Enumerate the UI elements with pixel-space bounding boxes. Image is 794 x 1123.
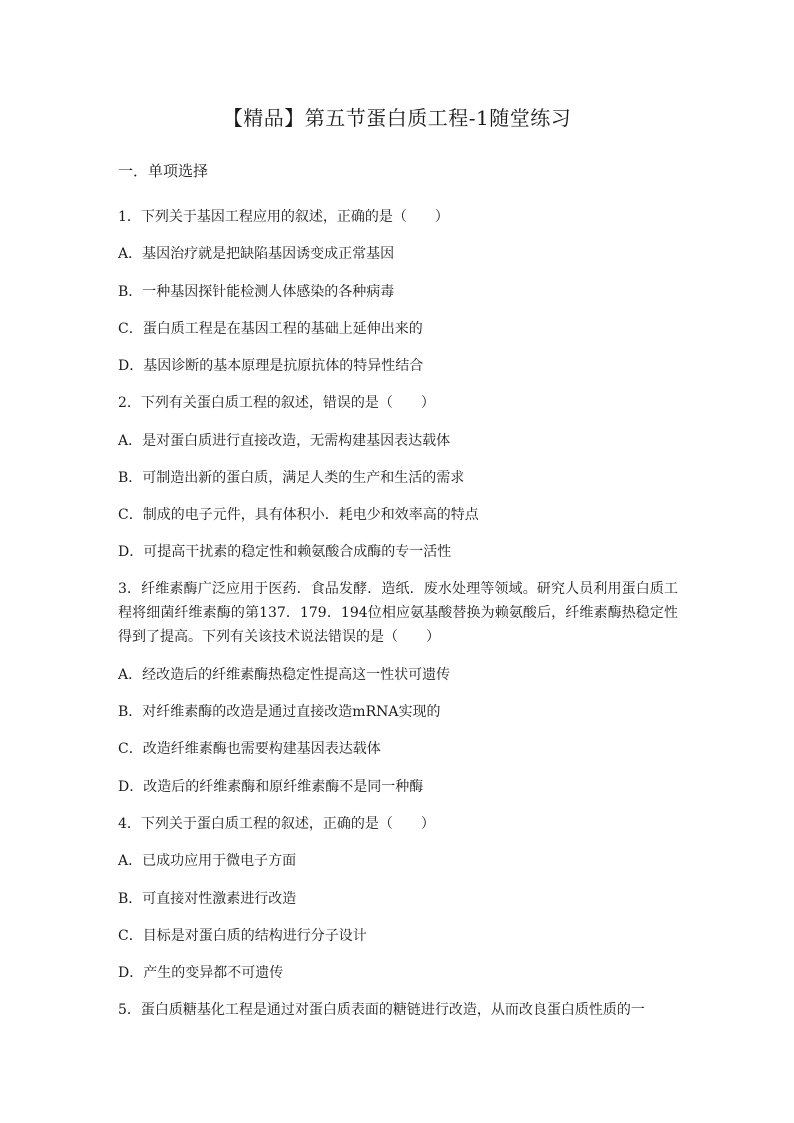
- question-4-option-c: C．目标是对蛋白质的结构进行分子设计: [118, 928, 367, 944]
- page-title: 【精品】第五节蛋白质工程-1随堂练习: [222, 106, 572, 130]
- question-4-option-b: B．可直接对性激素进行改造: [118, 891, 297, 907]
- question-1-option-d: D．基因诊断的基本原理是抗原抗体的特异性结合: [118, 358, 424, 374]
- question-1-stem: 1．下列关于基因工程应用的叙述，正确的是（ ）: [118, 209, 449, 225]
- question-1-option-b: B．一种基因探针能检测人体感染的各种病毒: [118, 284, 395, 300]
- question-2-stem: 2．下列有关蛋白质工程的叙述，错误的是（ ）: [118, 395, 435, 411]
- section-heading: 一．单项选择: [118, 162, 209, 180]
- question-4-option-d: D．产生的变异都不可遗传: [118, 965, 284, 981]
- question-3-option-b: B．对纤维素酶的改造是通过直接改造mRNA实现的: [118, 704, 441, 720]
- question-2-option-b: B．可制造出新的蛋白质，满足人类的生产和生活的需求: [118, 470, 465, 486]
- question-1-option-c: C．蛋白质工程是在基因工程的基础上延伸出来的: [118, 321, 423, 337]
- question-1-option-a: A．基因治疗就是把缺陷基因诱变成正常基因: [118, 246, 395, 262]
- question-5-stem: 5．蛋白质糖基化工程是通过对蛋白质表面的糖链进行改造，从而改良蛋白质性质的一: [118, 1002, 645, 1018]
- question-2-option-a: A．是对蛋白质进行直接改造，无需构建基因表达载体: [118, 433, 451, 449]
- question-2-option-d: D．可提高干扰素的稳定性和赖氨酸合成酶的专一活性: [118, 544, 452, 560]
- question-4-stem: 4．下列关于蛋白质工程的叙述，正确的是（ ）: [118, 816, 435, 832]
- question-4-option-a: A．已成功应用于微电子方面: [118, 853, 297, 869]
- question-3-option-c: C．改造纤维素酶也需要构建基因表达载体: [118, 741, 381, 757]
- question-3-stem: 3．纤维素酶广泛应用于医药．食品发酵．造纸．废水处理等领域。研究人员利用蛋白质工程将细菌纤维素酶的第137．179．194位相应氨基酸替换为赖氨酸后，纤维素酶热稳定性得到了提高。下列有关该技术说法错误的是（ ）: [118, 581, 678, 645]
- question-3-option-d: D．改造后的纤维素酶和原纤维素酶不是同一种酶: [118, 779, 424, 795]
- question-2-option-c: C．制成的电子元件，具有体积小．耗电少和效率高的特点: [118, 507, 479, 523]
- question-3-option-a: A．经改造后的纤维素酶热稳定性提高这一性状可遗传: [118, 667, 451, 683]
